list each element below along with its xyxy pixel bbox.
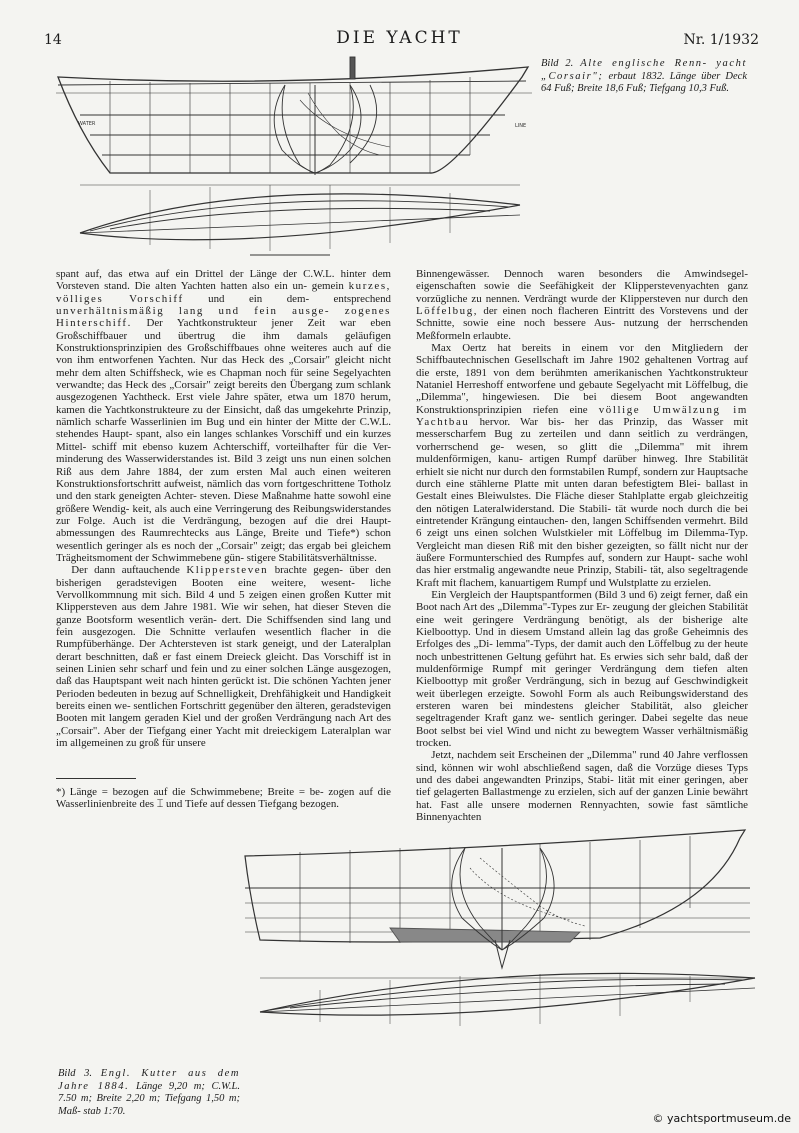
caption-bild-2-spaced: Alte englische Renn- yacht „Corsair";: [541, 58, 748, 82]
caption-bild-2-rest: erbaut 1832. Länge über Deck 64 Fuß; Breite 18,6 Fuß; Tiefgang 10,3 Fuß.: [541, 70, 747, 94]
text-run: brachte gegen- über den bisherigen geradstevigen Booten eine weitere, wesent- liche Vervollkommnung mit sich. Bild 4 und 5 zeigen einen großen Kutter mit Klippersteven aus dem Jahre 1981. Wie wir sehen, hat dieser Steven die ganze Bootsform wesentlich verän- dert. Die Schiffsenden sind lang und fein ausgezogen. Die Schnitte verlaufen wesentlich flacher in die Rumpfüberhänge. Der Achtersteven ist stark geneigt, und der Lateralplan derart beschnitten, daß er fast einem Dreieck gleicht. Das Vorschiff ist in seinen Linien sehr scharf und fein und zu einer solchen Länge ausgezogen, daß das Hauptspant weit nach hinten gerückt ist. Die schönen Yachten jener Perioden bedeuten in bezug auf Schnelligkeit, Drehfähigkeit und Handigkeit bereits einen we- sentlichen Fortschritt gegenüber den älteren, geradstevigen Booten mit langem geraden Kiel und der großen Verdrängung nach Art des „Corsair". Aber der Tiefgang einer Yacht mit dreieckigem Lateralplan war im allgemeinen zu groß für unsere: [56, 564, 391, 750]
footnote: *) Länge = bezogen auf die Schwimmebene; Breite = be- zogen auf die Wasserlinienbreite des ⌶ und Tiefe auf dessen Tiefgang bezogen.: [56, 786, 391, 811]
text-run: Max Oertz hat bereits in einem vor den Mitgliedern der Schiffbautechnischen Gesellschaft im Jahre 1902 gehaltenen Vortrag auf die erste, 1891 von dem berühmten amerikanischen Yachtkonstrukteur Nataniel Herreshoff entworfene und gebaute Segelyacht mit Löffelbug, die „Dilemma", hingewiesen. Die bei diesem Boot angewandten Konstruktionsprinzipien riefen eine: [416, 342, 748, 416]
text-run-spaced: Klippersteven: [186, 564, 269, 577]
watermark: © yachtsportmuseum.de: [652, 1112, 791, 1125]
text-run-spaced: völlige Umwälzung im Yachtbau: [416, 403, 748, 429]
paragraph: Jetzt, nachdem seit Erscheinen der „Dilemma" rund 40 Jahre verflossen sind, können wir wohl abschließend sagen, daß die Vorzüge dieses Typs und des dabei angewandten Prinzips, Stabi- lität mit einer geringen, aber tief gelagerten Ballastmenge zu erzielen, sich auf der ganzen Linie bewährt hat. Fast alle unsere modernen Rennyachten, sowie fast sämtliche Binnenyachten: [416, 749, 748, 824]
caption-bild-2-lead: Bild 2.: [541, 58, 574, 69]
label-water: WATER: [78, 121, 96, 127]
footnote-rule: [56, 778, 136, 779]
caption-bild-3-rest: Länge 9,20 m; C.W.L. 7.50 m; Breite 2,20 m; Tiefgang 1,50 m; Maß- stab 1:70.: [58, 1080, 240, 1117]
text-run: Binnengewässer. Dennoch waren besonders die Amwindsegel- eigenschaften sowie die Seefähigkeit der Klipperstevenyachten ganz vorzügliche zu nennen. Verdrängt wurde der Klippersteven nur durch den: [416, 268, 748, 305]
paragraph: [56, 564, 391, 749]
text-run-spaced: kurzes, völliges Vorschiff: [56, 280, 391, 305]
text-column-right: [416, 268, 748, 823]
text-run-spaced: unverhältnismäßig lang und fein ausge- zogenes Hinterschiff.: [56, 305, 391, 330]
caption-bild-2: [541, 58, 747, 96]
page-number: 14: [44, 32, 62, 48]
paragraph: [416, 342, 748, 589]
text-column-left: [56, 268, 391, 749]
figure-bild-2-lines-plan: [50, 55, 535, 260]
paragraph: [56, 268, 391, 564]
text-run: und ein dem- entsprechend: [208, 292, 391, 305]
figure-bild-3-lines-plan: [240, 828, 760, 1028]
paragraph: Ein Vergleich der Hauptspantformen (Bild 3 und 6) zeigt ferner, daß ein Boot nach Art des „Dilemma"-Types zur Er- zeugung der gleichen Stabilität eine weit geringere Verdrängung benötigt, als der bisherige alte Kielboottyp. Und in diesem Umstand allein lag das große Geheimnis des Erfolges des „Di- lemma"-Typs, der damit auch den Löffelbug zu der heute noch unbestrittenen Geltung geführt hat. Es erwies sich sehr bald, daß der muldenförmige Rumpf mit geringer Verdrängung dem tiefen alten Kielboottyp mit großer Verdrängung, sich in bezug auf Geschwindigkeit weit überlegen erzeigte. Sowohl Form als auch Reibungswiderstand des ersteren waren bei mindestens gleicher Stabilität, also gleicher segeltragender Kraft ganz we- sentlich geringer. Dabei segelte das neue Boot selbst bei viel Wind und nicht zu bewegtem Wasser verhältnismäßig trocken.: [416, 588, 748, 750]
caption-bild-3-lead: Bild 3.: [58, 1068, 93, 1079]
text-run: hervor. War bis- her das Prinzip, das Wasser mit messerscharfem Bug zu zerteilen und dann seitlich zu verdrängen, vorherrschend ge- wesen, so glitt die „Dilemma" mit ihrem muldenförmigen, kanu- artigen Rumpf darüber hinweg. Ihre Stabilität erhielt sie nicht nur durch den formstabilen Rumpf, sondern zur Hauptsache durch eine stählerne Platte mit unten daran befestigtem Blei- ballast in Gestalt eines Bleiwulstes. Die Fläche dieser Stahlplatte ergab gleichzeitig den nötigen Lateralwiderstand. Die Stabili- tät wurde noch durch die bei eintretender Krängung eintauchen- den, langen Schiffsenden vermehrt. Bild 6 zeigt uns einen solchen Wulstkieler mit Löffelbug im Dilemma-Typ. Vergleicht man diesen Riß mit den bisher gezeigten, so fällt nicht nur der äußere Formunterschied des Rumpfes auf, sondern zur Haupt- sache wohl das hier erstmalig angewandte neue Prinzip, Stabili- tät, also segeltragende Kraft mit flachem, kanuartigem Rumpf und Wulstplatte zu erzielen.: [416, 416, 748, 589]
caption-bild-3-spaced: Engl. Kutter aus dem Jahre 1884.: [58, 1068, 241, 1092]
text-run: Der dann auftauchende: [71, 564, 180, 577]
label-line: LINE: [515, 123, 527, 129]
caption-bild-3: [58, 1068, 240, 1118]
text-run-spaced: Löffelbug,: [416, 305, 479, 318]
text-run: Der Yachtkonstrukteur jener Zeit war eben Großschiffbauer und übertrug die ihm damals geläufigen Konstruktionsprinzipien des Großschiffbaues ohne weiteres auch auf die von ihm entworfenen Yachten. Nur das Heck des „Corsair" gleicht nicht mehr dem alten Schiffsheck, wie es Chapman noch für seine Segelyachten verwandte; das Heck des „Corsair" zeigt bereits den Übergang zum schlank ausgezogenen Yachtheck. Erst viele Jahre später, etwa um 1870 herum, kamen die Yachtkonstrukteure zu der Einsicht, daß das umgekehrte Prinzip, nämlich scharfe Wasserlinien im Bug und ein hinter der Mitte der C.W.L. stehendes Haupt- spant, also ein langes schlankes Vorschiff und ein kurzes Mittel- schiff mit ebenso kuzem Achterschiff, vorteilhafter für die Ver- minderung des Wasserwiderstandes ist. Bild 3 zeigt uns nun einen solchen Riß aus dem Jahre 1884, der zum ersten Mal auch einen weiteren Konstruktionsfortschritt aufweist, nämlich das vorn fortgeschrittene Totholz und den stark geneigten Achter- steven. Diese Maßnahme hatte sowohl eine größere Wendig- keit, als auch eine Verringerung des Reibungswiderstandes zur Folge. Auch ist die Verdrängung, bezogen auf die drei Haupt- abmessungen des Raumrechtecks aus Länge, Breite und Tiefe*) schon wesentlich geringer als es noch der „Corsair" zeigt; das ergab bei gleichem Trägheitsmoment der Schwimmebene gün- stigere Stabilitätsverhältnisse.: [56, 317, 391, 564]
text-run: spant auf, das etwa auf ein Drittel der Länge der C.W.L. hinter dem Vorsteven stand. Die alten Yachten hatten also ein un- gemein: [56, 268, 391, 293]
paragraph: [416, 268, 748, 342]
running-title: DIE YACHT: [336, 28, 463, 48]
issue-number: Nr. 1/1932: [683, 32, 759, 48]
text-run: der einen noch flacheren Eintritt des Vorstevens und der Schnitte, sowie eine noch bessere Aus- nutzung der herrschenden Meßformeln erlaubte.: [416, 305, 748, 342]
